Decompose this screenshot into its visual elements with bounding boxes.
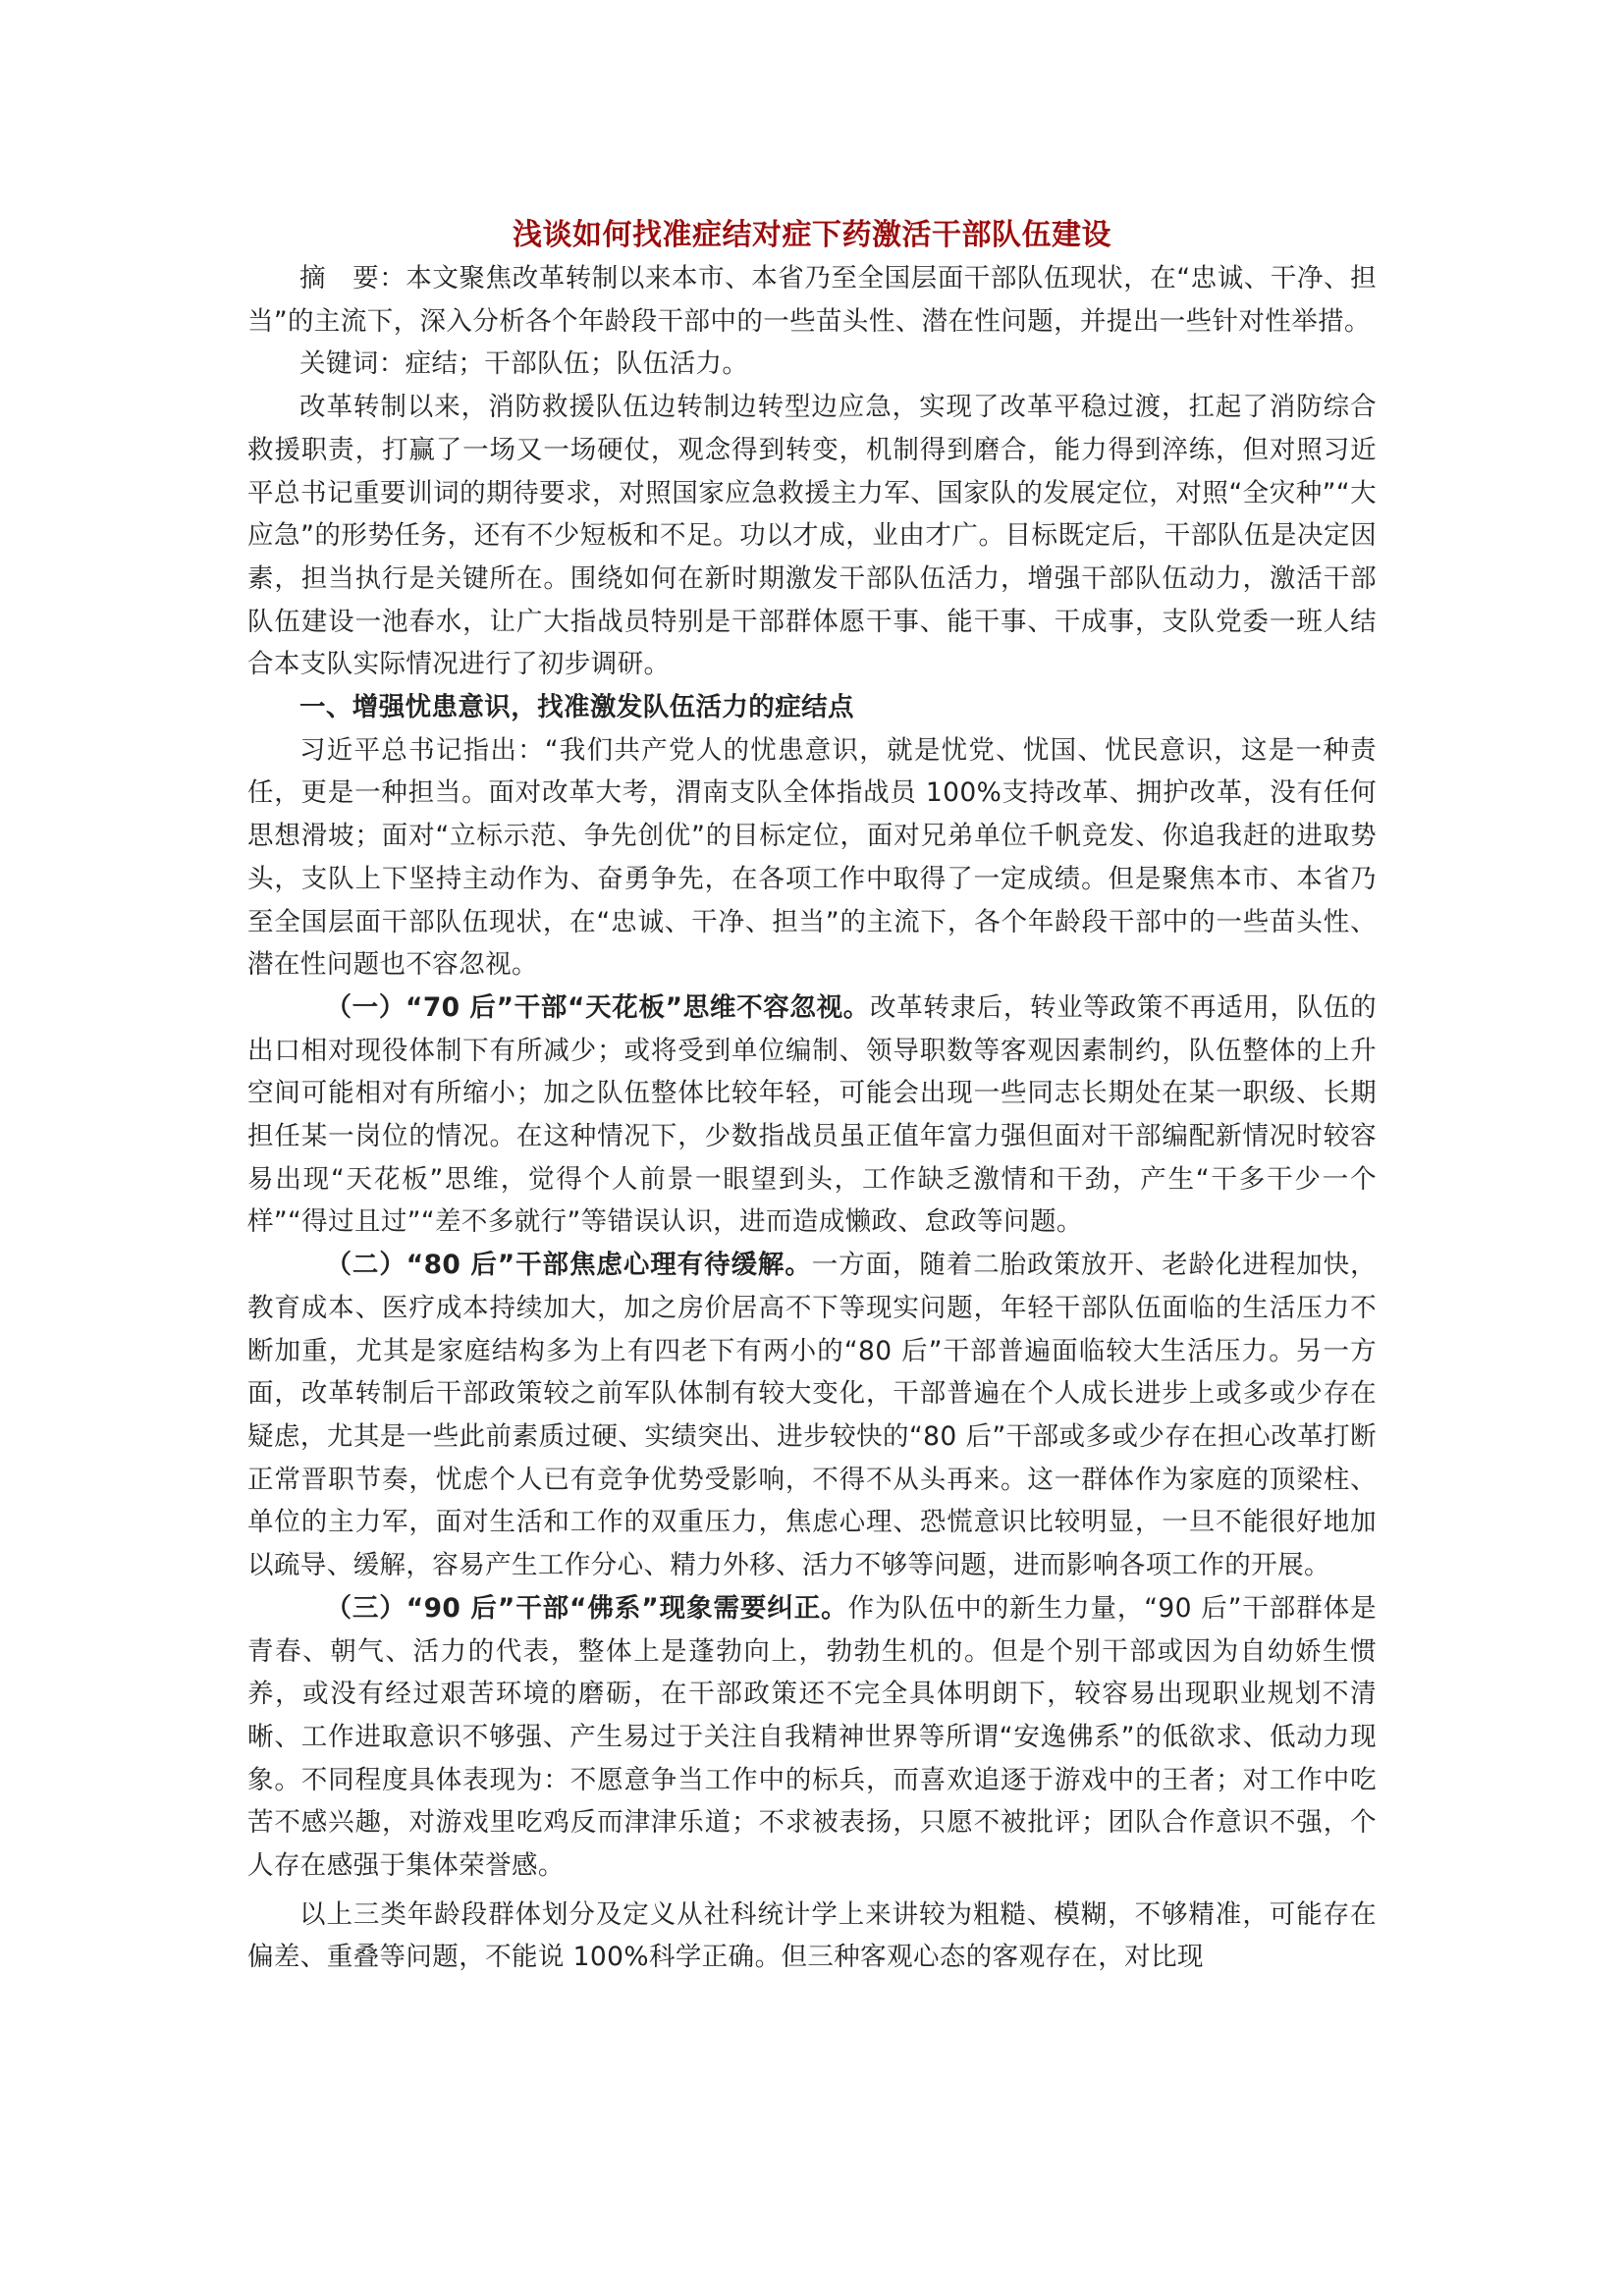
- document-page: [247, 214, 1377, 1979]
- subsection-90s-lead: （三）“90 后”干部“佛系”现象需要纠正。: [325, 1592, 848, 1624]
- subsection-70s-lead: （一）“70 后”干部“天花板”思维不容忽视。: [325, 991, 870, 1023]
- abstract-paragraph: 摘 要：本文聚焦改革转制以来本市、本省乃至全国层面干部队伍现状，在“忠诚、干净、担当”的主流下，深入分析各个年龄段干部中的一些苗头性、潜在性问题，并提出一些针对性举措。: [247, 263, 1377, 337]
- subsection-70s-body: 改革转隶后，转业等政策不再适用，队伍的出口相对现役体制下有所减少；或将受到单位编制、领导职数等客观因素制约，队伍整体的上升空间可能相对有所缩小；加之队伍整体比较年轻，可能会出现一些同志长期处在某一职级、长期担任某一岗位的情况。在这种情况下，少数指战员虽正值年富力强但面对干部编配新情况时较容易出现“天花板”思维，觉得个人前景一眼望到头，工作缺乏激情和干劲，产生“干多干少一个样”“得过且过”“差不多就行”等错误认识，进而造成懒政、怠政等问题。: [247, 991, 1377, 1238]
- document-title: 浅谈如何找准症结对症下药激活干部队伍建设: [513, 218, 1111, 252]
- subsection-80s-body: 一方面，随着二胎政策放开、老龄化进程加快，教育成本、医疗成本持续加大，加之房价居高不下等现实问题，年轻干部队伍面临的生活压力不断加重，尤其是家庭结构多为上有四老下有两小的“80 后”干部普遍面临较大生活压力。另一方面，改革转制后干部政策较之前军队体制有较大变化，干部普遍在个人成长进步上或多或少存在疑虑，尤其是一些此前素质过硬、实绩突出、进步较快的“80 后”干部或多或少存在担心改革打断正常晋职节奏，忧虑个人已有竞争优势受影响，不得不从头再来。这一群体作为家庭的顶梁柱、单位的主力军，面对生活和工作的双重压力，焦虑心理、恐慌意识比较明显，一旦不能很好地加以疏导、缓解，容易产生工作分心、精力外移、活力不够等问题，进而影响各项工作的开展。: [247, 1250, 1378, 1581]
- subsection-90s: [247, 1587, 1377, 1888]
- closing-paragraph: 以上三类年龄段群体划分及定义从社科统计学上来讲较为粗糙、模糊，不够精准，可能存在偏差、重叠等问题，不能说 100%科学正确。但三种客观心态的客观存在，对比现: [247, 1898, 1377, 1973]
- subsection-90s-body: 作为队伍中的新生力量，“90 后”干部群体是青春、朝气、活力的代表，整体上是蓬勃向上，勃勃生机的。但是个别干部或因为自幼娇生惯养，或没有经过艰苦环境的磨砺，在干部政策还不完全具体明朗下，较容易出现职业规划不清晰、工作进取意识不够强、产生易过于关注自我精神世界等所谓“安逸佛系”的低欲求、低动力现象。不同程度具体表现为：不愿意争当工作中的标兵，而喜欢追逐于游戏中的王者；对工作中吃苦不感兴趣，对游戏里吃鸡反而津津乐道；不求被表扬，只愿不被批评；团队合作意识不强，个人存在感强于集体荣誉感。: [247, 1592, 1377, 1882]
- keywords-paragraph: 关键词：症结；干部队伍；队伍活力。: [299, 348, 749, 380]
- section-1-body: 习近平总书记指出：“我们共产党人的忧患意识，就是忧党、忧国、忧民意识，这是一种责任，更是一种担当。面对改革大考，渭南支队全体指战员 100%支持改革、拥护改革，没有任何思想滑坡；面对“立标示范、争先创优”的目标定位，面对兄弟单位千帆竞发、你追我赶的进取势头，支队上下坚持主动作为、奋勇争先，在各项工作中取得了一定成绩。但是聚焦本市、本省乃至全国层面干部队伍现状，在“忠诚、干净、担当”的主流下，各个年龄段干部中的一些苗头性、潜在性问题也不容忽视。: [247, 734, 1377, 981]
- subsection-80s-lead: （二）“80 后”干部焦虑心理有待缓解。: [325, 1250, 812, 1281]
- subsection-70s: [247, 987, 1377, 1244]
- intro-paragraph: 改革转制以来，消防救援队伍边转制边转型边应急，实现了改革平稳过渡，扛起了消防综合救援职责，打赢了一场又一场硬仗，观念得到转变，机制得到磨合，能力得到淬练，但对照习近平总书记重要训词的期待要求，对照国家应急救援主力军、国家队的发展定位，对照“全灾种”“大应急”的形势任务，还有不少短板和不足。功以才成，业由才广。目标既定后，干部队伍是决定因素，担当执行是关键所在。围绕如何在新时期激发干部队伍活力，增强干部队伍动力，激活干部队伍建设一池春水，让广大指战员特别是干部群体愿干事、能干事、干成事，支队党委一班人结合本支队实际情况进行了初步调研。: [247, 392, 1377, 680]
- subsection-80s: [247, 1244, 1377, 1587]
- section-heading-1: 一、增强忧患意识，找准激发队伍活力的症结点: [299, 692, 854, 723]
